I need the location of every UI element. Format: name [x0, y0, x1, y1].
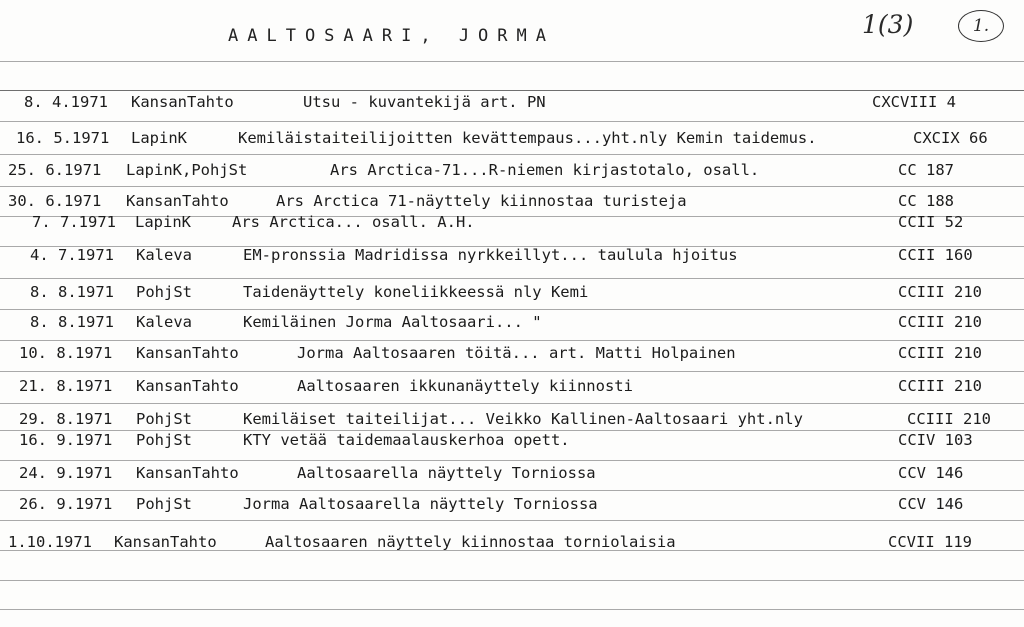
ruled-line [0, 460, 1024, 461]
list-item [0, 533, 1024, 555]
ruled-line [0, 520, 1024, 521]
ruled-line [0, 61, 1024, 62]
entry-date: 7. 7.1971 [32, 213, 116, 231]
page-number-handwritten: 1(3) [862, 10, 914, 39]
entry-date: 21. 8.1971 [19, 377, 113, 395]
list-item [0, 344, 1024, 366]
entry-source: PohjSt [136, 431, 192, 449]
list-item [0, 464, 1024, 486]
entry-text: Aaltosaarella näyttely Torniossa [297, 464, 596, 482]
list-item [0, 431, 1024, 453]
list-item [0, 93, 1024, 115]
entry-ref: CXCVIII 4 [872, 93, 956, 111]
list-item [0, 495, 1024, 517]
entry-ref: CCIV 103 [898, 431, 973, 449]
entry-source: PohjSt [136, 283, 192, 301]
entry-text: Utsu - kuvantekijä art. PN [303, 93, 546, 111]
entry-ref: CCIII 210 [898, 344, 982, 362]
ruled-line [0, 186, 1024, 187]
entry-date: 24. 9.1971 [19, 464, 113, 482]
entry-date: 8. 8.1971 [30, 283, 114, 301]
list-item [0, 129, 1024, 151]
list-item [0, 377, 1024, 399]
entry-source: PohjSt [136, 410, 192, 428]
entry-text: Aaltosaaren ikkunanäyttely kiinnosti [297, 377, 633, 395]
ruled-line [0, 121, 1024, 122]
entry-ref: CCVII 119 [888, 533, 972, 551]
ruled-line [0, 340, 1024, 341]
card-title: AALTOSAARI, JORMA [228, 26, 555, 46]
entry-date: 4. 7.1971 [30, 246, 114, 264]
ruled-line [0, 371, 1024, 372]
entry-ref: CC 188 [898, 192, 954, 210]
ruled-line [0, 154, 1024, 155]
list-item [0, 410, 1024, 432]
entry-date: 16. 5.1971 [16, 129, 110, 147]
entry-source: Kaleva [136, 246, 192, 264]
entry-ref: CC 187 [898, 161, 954, 179]
entry-date: 30. 6.1971 [8, 192, 102, 210]
entry-text: Ars Arctica-71...R-niemen kirjastotalo, osall. [330, 161, 760, 179]
entry-text: Jorma Aaltosaarella näyttely Torniossa [243, 495, 598, 513]
list-item [0, 313, 1024, 335]
card-number-circled: 1. [958, 10, 1004, 42]
entry-ref: CCV 146 [898, 464, 964, 482]
list-item [0, 213, 1024, 235]
entry-date: 25. 6.1971 [8, 161, 102, 179]
entry-date: 8. 4.1971 [24, 93, 108, 111]
entry-source: KansanTahto [126, 192, 229, 210]
entry-text: KTY vetää taidemaalauskerhoa opett. [243, 431, 570, 449]
ruled-line [0, 609, 1024, 610]
ruled-line [0, 403, 1024, 404]
entry-text: Taidenäyttely koneliikkeessä nly Kemi [243, 283, 589, 301]
entry-source: KansanTahto [136, 377, 239, 395]
entry-text: Kemiläistaiteilijoitten kevättempaus...yht.nly Kemin taidemus. [238, 129, 817, 147]
entry-source: KansanTahto [114, 533, 217, 551]
entry-date: 10. 8.1971 [19, 344, 113, 362]
entry-source: LapinK,PohjSt [126, 161, 248, 179]
entry-source: KansanTahto [136, 344, 239, 362]
entry-date: 29. 8.1971 [19, 410, 113, 428]
entry-date: 16. 9.1971 [19, 431, 113, 449]
entry-ref: CCIII 210 [898, 313, 982, 331]
entry-text: EM-pronssia Madridissa nyrkkeillyt... taulula hjoitus [243, 246, 738, 264]
entry-source: LapinK [131, 129, 187, 147]
entry-ref: CCII 52 [898, 213, 964, 231]
entry-date: 1.10.1971 [8, 533, 92, 551]
entry-ref: CCIII 210 [898, 377, 982, 395]
entry-text: Kemiläiset taiteilijat... Veikko Kallinen-Aaltosaari yht.nly [243, 410, 803, 428]
entry-ref: CCIII 210 [907, 410, 991, 428]
entry-ref: CCIII 210 [898, 283, 982, 301]
entry-source: Kaleva [136, 313, 192, 331]
entry-ref: CCII 160 [898, 246, 973, 264]
entry-ref: CXCIX 66 [913, 129, 988, 147]
entry-text: Ars Arctica 71-näyttely kiinnostaa turisteja [276, 192, 687, 210]
entry-ref: CCV 146 [898, 495, 964, 513]
entry-text: Aaltosaaren näyttely kiinnostaa torniolaisia [265, 533, 676, 551]
ruled-line [0, 278, 1024, 279]
entry-text: Kemiläinen Jorma Aaltosaari... " [243, 313, 542, 331]
list-item [0, 192, 1024, 214]
ruled-line [0, 580, 1024, 581]
list-item [0, 161, 1024, 183]
entry-source: KansanTahto [131, 93, 234, 111]
entry-source: PohjSt [136, 495, 192, 513]
ruled-line [0, 490, 1024, 491]
entry-date: 8. 8.1971 [30, 313, 114, 331]
ruled-line [0, 309, 1024, 310]
entry-date: 26. 9.1971 [19, 495, 113, 513]
entry-text: Ars Arctica... osall. A.H. [232, 213, 475, 231]
list-item [0, 283, 1024, 305]
entry-text: Jorma Aaltosaaren töitä... art. Matti Holpainen [297, 344, 736, 362]
entry-source: KansanTahto [136, 464, 239, 482]
list-item [0, 246, 1024, 268]
entry-source: LapinK [135, 213, 191, 231]
ruled-line [0, 90, 1024, 91]
